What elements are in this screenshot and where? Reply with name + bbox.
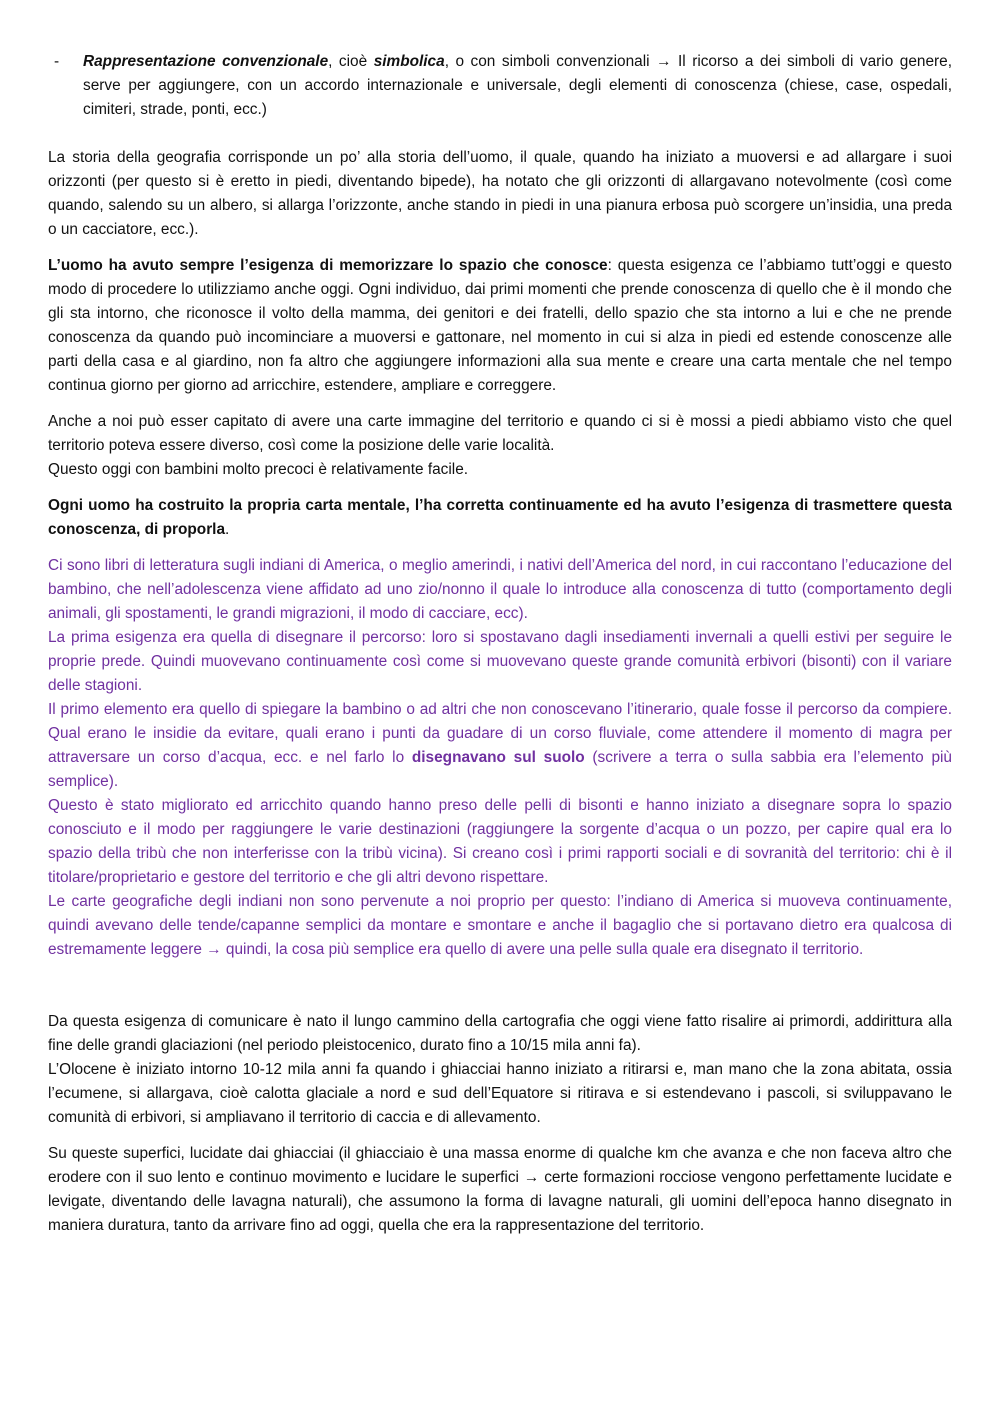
bullet-item	[48, 50, 952, 122]
bullet-term-simbolica: simbolica	[373, 53, 445, 70]
highlight-disegnavano-sul-suolo: disegnavano sul suolo	[411, 749, 585, 766]
paragraph-cammino-cartografia: Da questa esigenza di comunicare è nato il lungo cammino della cartografia che oggi viene fatto risalire ai primordi, addirittura alla fine delle grandi glaciazioni (nel periodo pleistocenico, durato fino a 10/15 mila anni fa). L’Olocene è iniziato intorno 10-12 mila anni fa quando i ghiacciai hanno iniziato a ritirarsi e, man mano che la zona abitata, ossia l’ecumene, si allargava, cioè calotta glaciale a nord e sud dell’Equatore si ritirava e si estendevano i pascoli, si sviluppavano le comunità di erbivori, si ampliavano il territorio di caccia e di allevamento.	[48, 1013, 952, 1126]
paragraph-bold-statement: Ogni uomo ha costruito la propria carta mentale, l’ha corretta continuamente ed ha avuto l’esigenza di trasmettere questa conoscenza, di proporla	[48, 497, 952, 538]
paragraph-bold-lead: L’uomo ha avuto sempre l’esigenza di memorizzare lo spazio che conosce	[48, 257, 608, 274]
paragraph-indiani-america: Ci sono libri di letteratura sugli indiani di America, o meglio amerindi, i nativi dell’America del nord, in cui raccontano l’educazione del bambino, che nell’adolescenza viene affidato ad uno zio/nonno il quale lo introduce alla conoscenza di tutto (comportamento degli animali, gli spostamenti, le grandi migrazioni, il modo di cacciare, ecc). La prima esigenza era quella di disegnare il percorso: loro si spostavano dagli insediamenti invernali a quelli estivi per seguire le proprie prede. Quindi muovevano continuamente così come si muovevano queste grande comunità erbivori (bisonti) con il variare delle stagioni. Il primo elemento era quello di spiegare la bambino o ad altri che non conoscevano l’itinerario, quale fosse il percorso da compiere. Qual erano le insidie da evitare, quali erano i punti da guadare di un corso fluviale, come attendere il momento di magra per attraversare un corso d’acqua, ecc. e nel farlo lo disegnavano sul suolo (scrivere a terra o sulla sabbia era l’elemento più semplice). Questo è stato migliorato ed arricchito quando hanno preso delle pelli di bisonti e hanno iniziato a disegnare sopra lo spazio conosciuto e il modo per raggiungere le varie destinazioni (raggiungere la sorgente d’acqua o un pozzo, per capire qual era lo spazio della tribù che non interferisse con la tribù vicina). Si creano così i primi rapporti sociali e di sovranità del territorio: chi è il titolare/proprietario e gestore del territorio e che gli altri devono rispettare. Le carte geografiche degli indiani non sono pervenute a noi proprio per questo: l’indiano di America si muoveva continuamente, quindi avevano delle tende/capanne semplici da montare e smontare e anche il bagaglio che si portavano dietro era qualcosa di estremamente leggere → quindi, la cosa più semplice era quello di avere una pelle sulla quale era disegnato il territorio.	[48, 557, 952, 958]
paragraph-carta-mentale: Ogni uomo ha costruito la propria carta mentale, l’ha corretta continuamente ed ha avuto l’esigenza di trasmettere questa conoscenza, di proporla.	[48, 497, 952, 538]
paragraph-carta-immagine: Anche a noi può esser capitato di avere una carte immagine del territorio e quando ci si è mossi a piedi abbiamo visto che quel territorio poteva essere diverso, così come la posizione delle varie località. Questo oggi con bambini molto precoci è relativamente facile.	[48, 413, 952, 478]
spacer	[48, 986, 952, 1010]
paragraph-storia-geografia: La storia della geografia corrisponde un po’ alla storia dell’uomo, il quale, quando ha iniziato a muoversi e ad allargare i suoi orizzonti (per questo si è eretto in piedi, diventando bipede), ha notato che gli orizzonti di allargavano notevolmente (così come quando, salendo su un albero, si allarga l’orizzonte, anche stando in piedi in una pianura erbosa può scorgere un’insidia, una preda o un cacciatore, ecc.).	[48, 149, 952, 238]
paragraph-memorizzare-spazio: L’uomo ha avuto sempre l’esigenza di memorizzare lo spazio che conosce: questa esigenza ce l’abbiamo tutt’oggi e questo modo di procedere lo utilizziamo anche oggi. Ogni individuo, dai primi momenti che prende conoscenza di quello che è il mondo che gli sta intorno, che riconosce il volto della mamma, dei genitori e dei fratelli, dello spazio che sta intorno a lui e che ne prende conoscenza da quando può incominciare a muoversi e gattonare, nel momento in cui si alza in piedi ed estende conoscenze alle parti della casa e al giardino, non fa altro che aggiungere informazioni alla sua mente e creare una carta mentale che nel tempo continua giorno per giorno ad arricchire, estendere, ampliare e correggere.	[48, 257, 952, 394]
paragraph-superfici-ghiacciai: Su queste superfici, lucidate dai ghiacciai (il ghiacciaio è una massa enorme di qualche km che avanza e che non faceva altro che erodere con il suo lento e continuo movimento e lucidare le superfici → certe formazioni rocciose vengono perfettamente lucidate e levigate, diventando delle lavagna naturali), che assumono la forma di lavagne naturali, gli uomini dell’epoca hanno disegnato in maniera duratura, tanto da arrivare fino ad oggi, quella che era la rappresentazione del territorio.	[48, 1145, 952, 1234]
spacer	[48, 962, 952, 986]
bullet-dash: -	[54, 53, 60, 70]
bullet-term-convenzionale: Rappresentazione convenzionale	[83, 53, 329, 70]
bullet-text: Rappresentazione convenzionale, cioè simbolica, o con simboli convenzionali → Il ricorso a dei simboli di vario genere, serve per aggiungere, con un accordo internazionale e universale, degli elementi di conoscenza (chiese, case, ospedali, cimiteri, strade, ponti, ecc.)	[83, 53, 952, 118]
